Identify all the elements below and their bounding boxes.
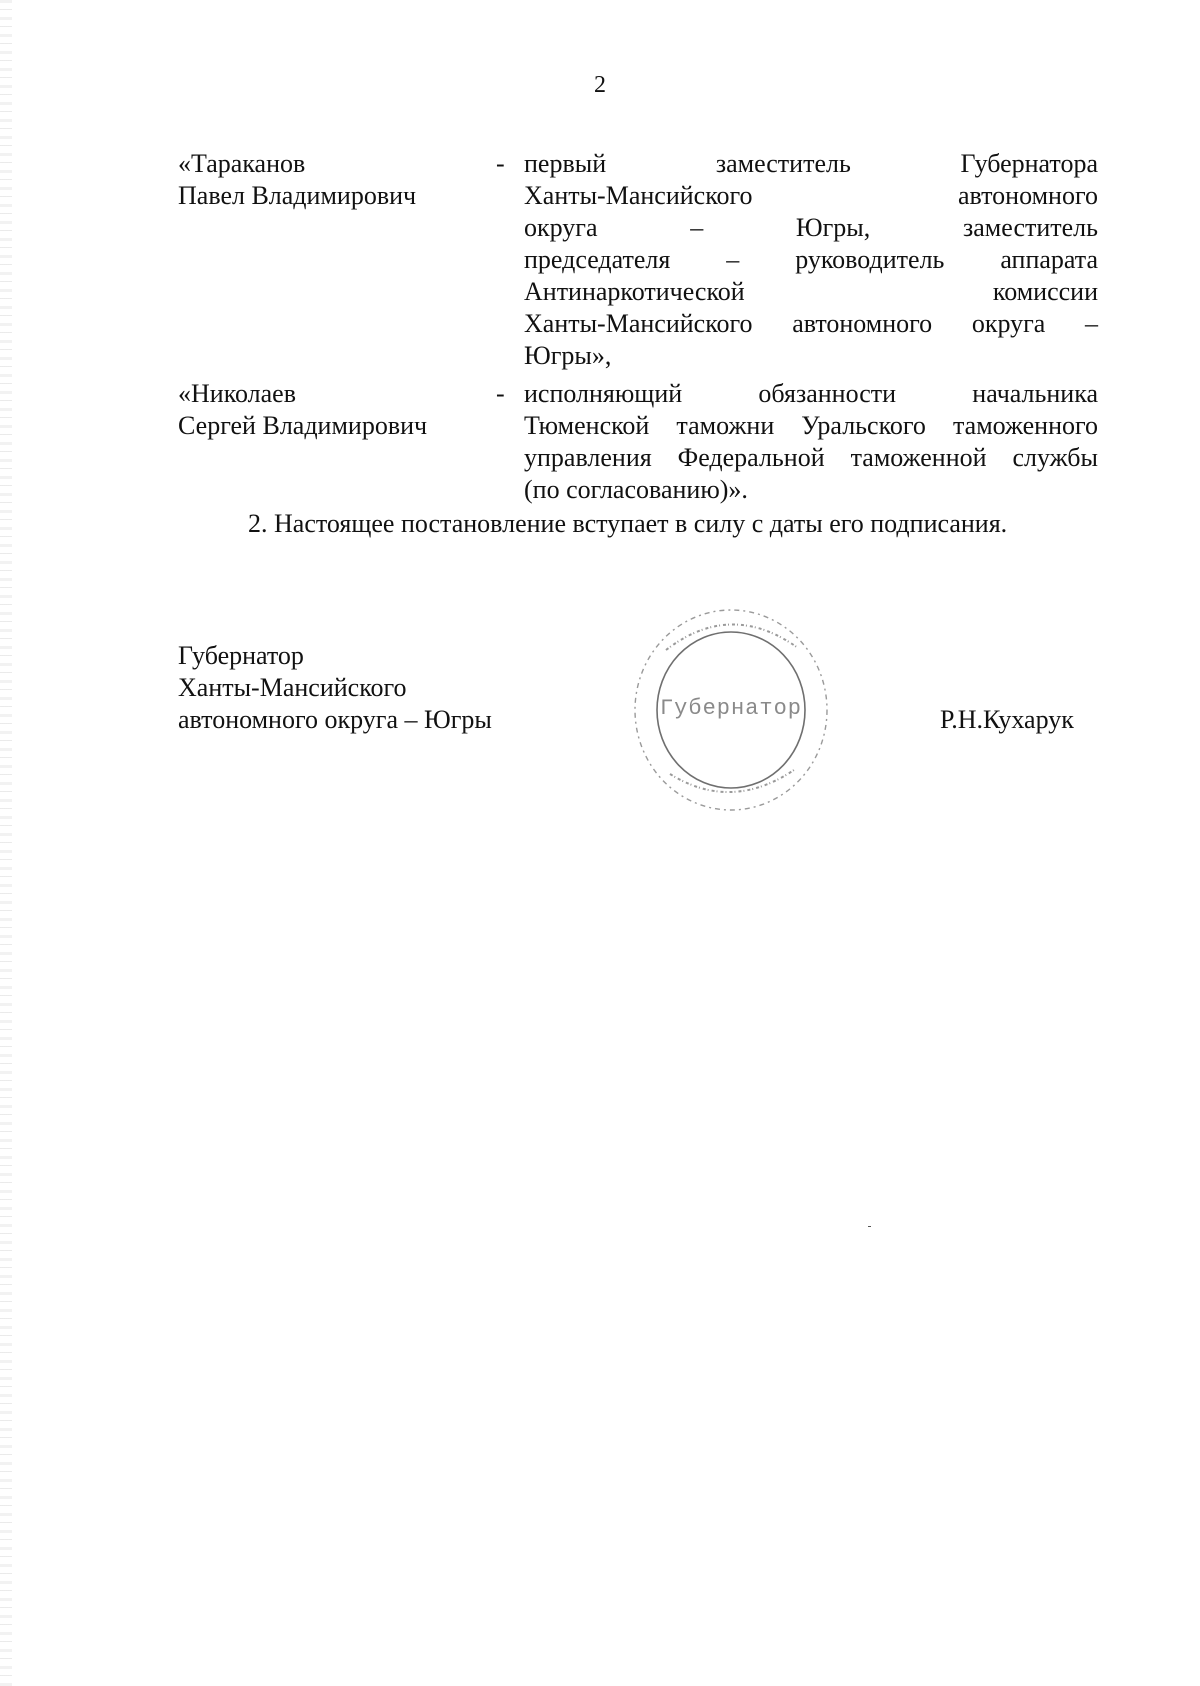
member-given-names: Павел Владимирович <box>178 181 417 210</box>
scan-edge-artifact <box>0 0 12 1686</box>
position-line: управления Федеральной таможенной службы <box>524 443 1098 472</box>
position-line: Югры», <box>524 341 612 370</box>
clause-2-text: 2. Настоящее постановление вступает в силу с даты его подписания. <box>248 509 1008 538</box>
official-seal <box>626 598 836 818</box>
position-line: (по согласованию)». <box>524 475 748 504</box>
position-line: Тюменской таможни Уральского таможенного <box>524 411 1098 440</box>
position-line: Ханты-Мансийского автономного округа – <box>524 309 1098 338</box>
member-surname: «Тараканов <box>178 149 306 178</box>
member-given-names: Сергей Владимирович <box>178 411 428 440</box>
member-name <box>178 378 488 442</box>
entry-dash: - <box>496 379 505 408</box>
signatory-name: Р.Н.Кухарук <box>940 705 1074 734</box>
position-line: первый заместитель Губернатора <box>524 149 1098 178</box>
signatory-title-line: Губернатор <box>178 641 304 670</box>
position-line: исполняющий обязанности начальника <box>524 379 1098 408</box>
page-number: 2 <box>594 72 606 98</box>
entry-dash: - <box>496 149 505 178</box>
seal-upper-lettering <box>666 624 798 650</box>
position-line: Ханты-Мансийского автономного <box>524 181 1098 210</box>
signatory-title-line: автономного округа – Югры <box>178 705 492 734</box>
position-line: председателя – руководитель аппарата <box>524 245 1098 274</box>
member-position <box>524 378 1098 506</box>
seal-center-text: Губернатор <box>659 696 803 721</box>
member-name <box>178 148 488 212</box>
position-line: Антинаркотической комиссии <box>524 277 1098 306</box>
member-position <box>524 148 1098 372</box>
signatory-title-line: Ханты-Мансийского <box>178 673 407 702</box>
member-surname: «Николаев <box>178 379 296 408</box>
scan-dot-artifact <box>868 1226 871 1227</box>
position-line: округа – Югры, заместитель <box>524 213 1098 242</box>
signatory-title <box>178 640 492 736</box>
